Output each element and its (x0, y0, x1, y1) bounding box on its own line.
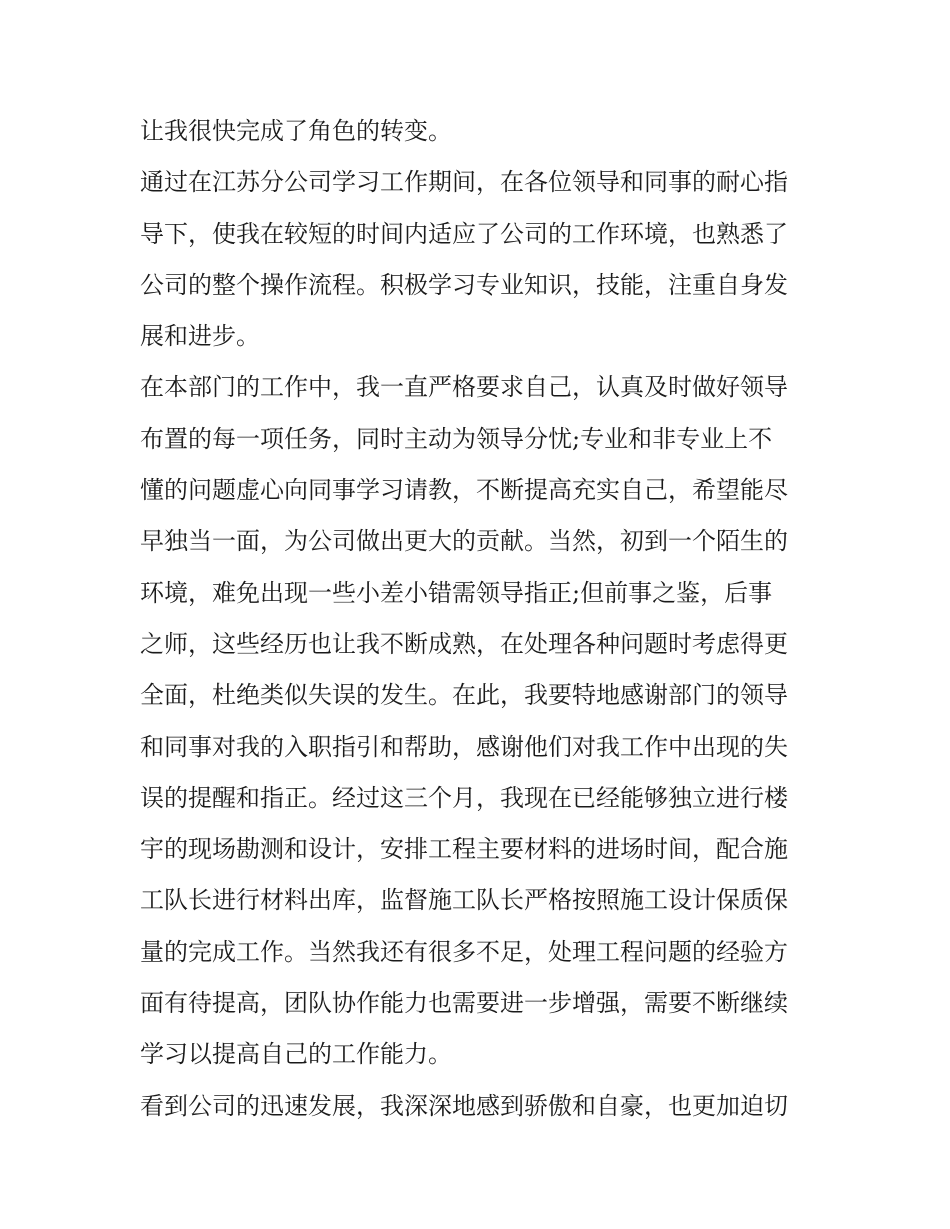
text-line-18: 面有待提高，团队协作能力也需要进一步增强，需要不断继续 (140, 989, 788, 1018)
text-line-15: 宇的现场勘测和设计，安排工程主要材料的进场时间，配合施 (140, 835, 788, 864)
text-line-6: 在本部门的工作中，我一直严格要求自己，认真及时做好领导 (140, 373, 788, 402)
text-line-1: 让我很快完成了角色的转变。 (140, 117, 452, 145)
text-line-13: 和同事对我的入职指引和帮助，感谢他们对我工作中出现的失 (140, 732, 788, 761)
text-line-3: 导下，使我在较短的时间内适应了公司的工作环境，也熟悉了 (140, 219, 788, 248)
text-line-7: 布置的每一项任务，同时主动为领导分忧;专业和非专业上不 (140, 424, 773, 453)
text-line-16: 工队长进行材料出库，监督施工队长严格按照施工设计保质保 (140, 886, 788, 915)
text-line-5: 展和进步。 (140, 322, 260, 351)
text-line-10: 环境，难免出现一些小差小错需领导指正;但前事之鉴，后事 (140, 578, 773, 607)
text-line-19: 学习以提高自己的工作能力。 (140, 1040, 452, 1069)
text-line-4: 公司的整个操作流程。积极学习专业知识，技能，注重自身发 (140, 270, 788, 299)
document-body (140, 106, 820, 1132)
text-line-17: 量的完成工作。当然我还有很多不足，处理工程问题的经验方 (140, 937, 788, 966)
text-line-8: 懂的问题虚心向同事学习请教，不断提高充实自己，希望能尽 (140, 476, 788, 505)
text-line-9: 早独当一面，为公司做出更大的贡献。当然，初到一个陌生的 (140, 527, 788, 556)
text-line-2: 通过在江苏分公司学习工作期间，在各位领导和同事的耐心指 (140, 168, 788, 197)
text-line-11: 之师，这些经历也让我不断成熟，在处理各种问题时考虑得更 (140, 629, 788, 658)
text-line-20: 看到公司的迅速发展，我深深地感到骄傲和自豪，也更加迫切 (140, 1091, 788, 1120)
text-line-12: 全面，杜绝类似失误的发生。在此，我要特地感谢部门的领导 (140, 681, 788, 710)
text-line-14: 误的提醒和指正。经过这三个月，我现在已经能够独立进行楼 (140, 783, 788, 812)
